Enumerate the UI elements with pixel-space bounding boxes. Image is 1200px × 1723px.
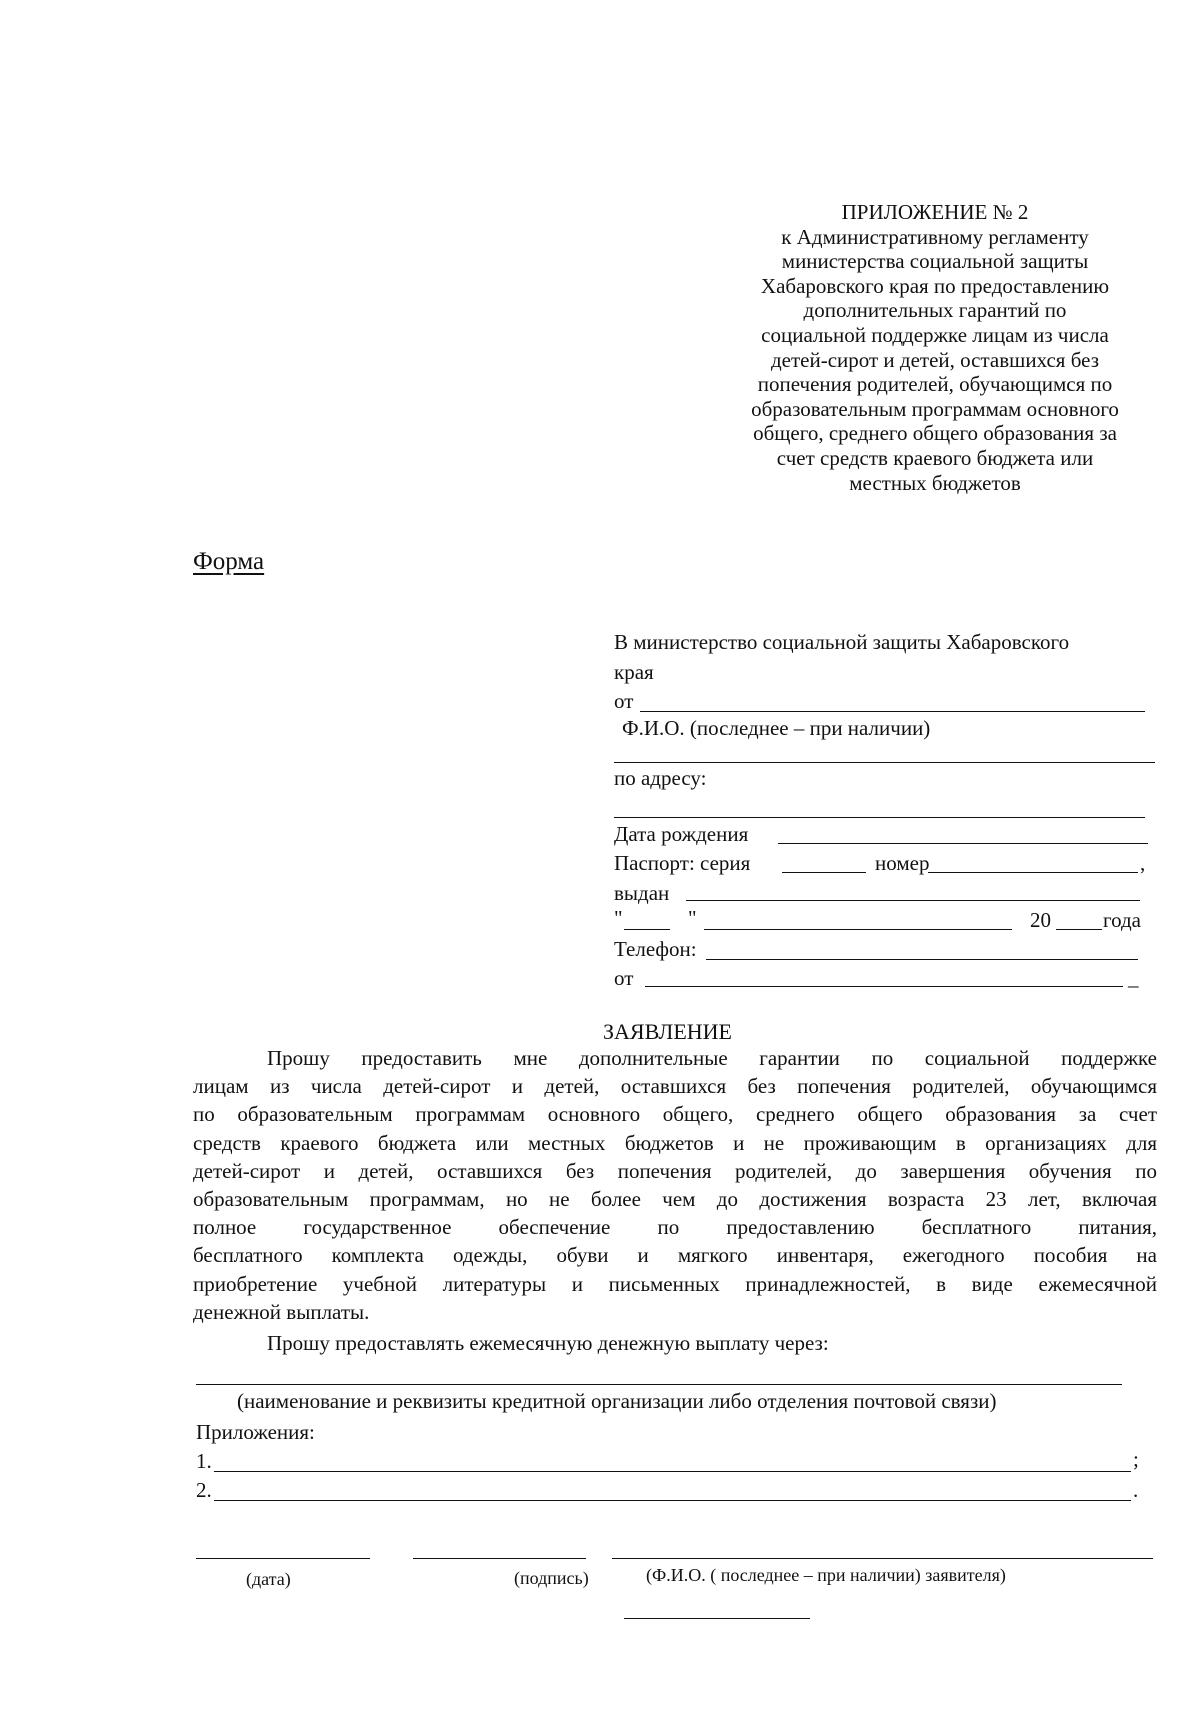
attachment-1-field[interactable] [214, 1471, 1131, 1472]
attachment-1-end: ; [1133, 1447, 1139, 1471]
signature-hint: (подпись) [514, 1568, 589, 1588]
phone-label: Телефон: [614, 937, 697, 961]
from-label: от [614, 689, 634, 713]
phone-field[interactable] [706, 959, 1138, 960]
signature-field[interactable] [413, 1558, 586, 1559]
appendix-line: местных бюджетов [849, 470, 1021, 495]
fio-hint: Ф.И.О. (последнее – при наличии) [622, 716, 931, 740]
addressee-line2: края [614, 660, 654, 684]
appendix-title: ПРИЛОЖЕНИЕ № 2 [841, 200, 1029, 224]
paragraph-line: бесплатного комплекта одежды, обуви и мягкого инвентаря, ежегодного пособия на [193, 1243, 1157, 1268]
paragraph-line: лицам из числа детей-сирот и детей, оставшихся без попечения родителей, обучающимся [193, 1074, 1157, 1099]
date-hint: (дата) [246, 1569, 291, 1589]
appendix-line: счет средств краевого бюджета или [776, 445, 1094, 470]
appendix-line: Хабаровского края по предоставлению [760, 273, 1110, 298]
addressee-line1: В министерство социальной защиты Хабаровского [614, 630, 1070, 654]
issued-by-field[interactable] [686, 900, 1140, 901]
bank-details-field[interactable] [196, 1384, 1122, 1385]
appendix-line: социальной поддержке лицам из числа [761, 322, 1109, 347]
appendix-line: образовательным программам основного [751, 396, 1119, 421]
appendix-line: попечения родителей, обучающимся по [757, 372, 1113, 397]
statement-paragraph [193, 1044, 1157, 1326]
appendix-header [690, 200, 1180, 495]
appendix-line: дополнительных гарантий по [803, 298, 1067, 323]
applicant-fio-hint: (Ф.И.О. ( последнее – при наличии) заявителя) [646, 1565, 1006, 1585]
form-label: Форма [193, 548, 265, 575]
address-field[interactable] [614, 817, 1145, 818]
from-fio-field[interactable] [640, 711, 1145, 712]
attachments-label: Приложения: [196, 1420, 315, 1444]
paragraph-line: Прошу предоставить мне дополнительные гарантии по социальной поддержке [267, 1046, 1157, 1070]
bank-details-hint: (наименование и реквизиты кредитной организации либо отделения почтовой связи) [237, 1389, 997, 1413]
address-label: по адресу: [614, 766, 707, 790]
passport-number-field[interactable] [928, 872, 1138, 873]
paragraph-line: образовательным программам, но не более чем до достижения возраста 23 лет, включая [193, 1187, 1157, 1212]
statement-title: ЗАЯВЛЕНИЕ [603, 1019, 732, 1044]
date-field[interactable] [196, 1558, 370, 1559]
quote-open: " [614, 906, 623, 930]
year-suffix: года [1103, 908, 1141, 932]
passport-series-field[interactable] [782, 872, 866, 873]
attachment-2-number: 2. [196, 1478, 212, 1502]
paragraph-line: денежной выплаты. [193, 1299, 370, 1324]
appendix-line: детей-сирот и детей, оставшихся без [770, 347, 1099, 372]
year-prefix: 20 [1030, 908, 1051, 932]
issue-month-field[interactable] [704, 929, 1012, 930]
from2-label: от [614, 966, 634, 990]
passport-comma: , [1140, 851, 1146, 875]
paragraph-line: приобретение учебной литературы и письменных принадлежностей, в виде ежемесячной [193, 1271, 1157, 1296]
paragraph-line: полное государственное обеспечение по предоставлению бесплатного питания, [193, 1215, 1157, 1240]
appendix-line: министерства социальной защиты [781, 249, 1089, 274]
birth-date-field[interactable] [778, 843, 1148, 844]
extra-field[interactable] [624, 1618, 810, 1619]
attachment-2-end: . [1133, 1478, 1139, 1502]
quote-close: " [688, 906, 697, 930]
paragraph-line: детей-сирот и детей, оставшихся без попечения родителей, до завершения обучения по [193, 1158, 1157, 1183]
from2-tail: _ [1128, 966, 1139, 990]
fio-continuation-field[interactable] [614, 762, 1155, 763]
attachment-1-number: 1. [196, 1449, 212, 1473]
appendix-line: к Административному регламенту [781, 224, 1089, 249]
issue-day-field[interactable] [624, 929, 670, 930]
payment-method-line: Прошу предоставлять ежемесячную денежную выплату через: [267, 1331, 829, 1355]
birth-date-label: Дата рождения [614, 822, 749, 846]
paragraph-line: по образовательным программам основного общего, среднего общего образования за счет [193, 1102, 1157, 1127]
passport-series-label: Паспорт: серия [614, 851, 751, 875]
applicant-fio-field[interactable] [612, 1558, 1153, 1559]
from2-field[interactable] [645, 986, 1123, 987]
issue-year-field[interactable] [1056, 929, 1102, 930]
appendix-line: общего, среднего общего образования за [753, 421, 1117, 446]
passport-number-label: номер [875, 851, 930, 875]
attachment-2-field[interactable] [214, 1500, 1131, 1501]
issued-label: выдан [614, 881, 670, 905]
paragraph-line: средств краевого бюджета или местных бюджетов и не проживающим в организациях для [193, 1130, 1157, 1155]
